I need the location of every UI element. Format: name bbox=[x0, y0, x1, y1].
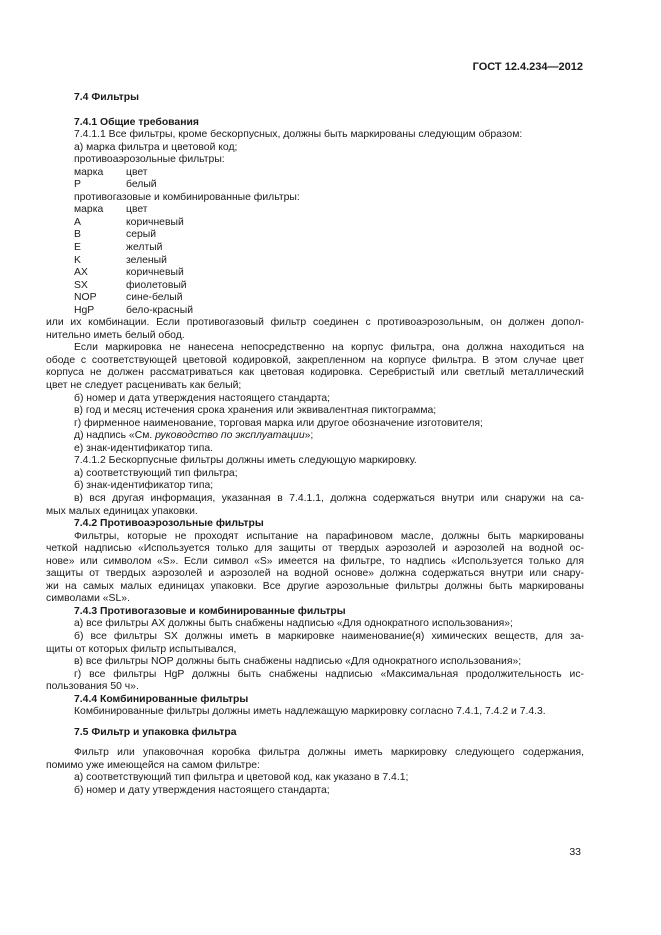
item-a: а) все фильтры AX должны быть снабжены надписью «Для однократного использования»; bbox=[74, 618, 513, 630]
paragraph-line: г) все фильтры HgP должны быть снабжены надписью «Максимальная продолжительность ис- bbox=[74, 668, 584, 680]
page-number: 33 bbox=[569, 846, 581, 858]
page-content bbox=[46, 92, 584, 798]
item-b: б) номер и дата утверждения настоящего стандарта; bbox=[74, 392, 331, 404]
gas-table-header: марка цвет bbox=[74, 204, 148, 216]
gas-table-row: NOP сине-белый bbox=[74, 292, 183, 304]
paragraph-line: Комбинированные фильтры должны иметь надлежащую маркировку согласно 7.4.1, 7.4.2 и 7.4.3. bbox=[74, 706, 546, 718]
aerosol-table-header: марка цвет bbox=[74, 166, 148, 178]
gas-table-row: SX фиолетовый bbox=[74, 279, 187, 291]
paragraph-line: четкой надписью «Используется только для защиты от твердых аэрозолей и аэрозолей на водной ос- bbox=[46, 543, 584, 555]
item-v: в) год и месяц истечения срока хранения или эквивалентная пиктограмма; bbox=[74, 405, 437, 417]
section-7-5-title: 7.5 Фильтр и упаковка фильтра bbox=[74, 726, 237, 738]
paragraph-line: цвет не следует расценивать как белый; bbox=[46, 380, 242, 392]
paragraph-line: нове» или символом «S». Если символ «S» имеется на фильтре, то надпись «Используется только для bbox=[46, 555, 584, 567]
item-a: а) марка фильтра и цветовой код; bbox=[74, 141, 238, 153]
section-7-4-title: 7.4 Фильтры bbox=[74, 92, 139, 103]
gas-table-row: A коричневый bbox=[74, 216, 184, 228]
paragraph-line: нительно иметь белый обод. bbox=[46, 329, 185, 341]
paragraph-line: корпуса не должен рассматриваться как цветовая кодировка. Серебристый или светлый металлический bbox=[46, 367, 584, 379]
clause-7-4-1-1-intro: 7.4.1.1 Все фильтры, кроме бескорпусных, должны быть маркированы следующим образом: bbox=[74, 129, 523, 141]
item-a: а) соответствующий тип фильтра; bbox=[74, 467, 238, 479]
paragraph-line: помимо уже имеющейся на самом фильтре: bbox=[46, 759, 260, 771]
clause-7-4-1-2-intro: 7.4.1.2 Бескорпусные фильтры должны иметь следующую маркировку. bbox=[74, 455, 417, 467]
item-v: в) все фильтры NOP должны быть снабжены надписью «Для однократного использования»; bbox=[74, 656, 522, 668]
section-7-4-4-title: 7.4.4 Комбинированные фильтры bbox=[74, 693, 249, 705]
gas-table-row: AX коричневый bbox=[74, 267, 184, 279]
aerosol-filters-label: противоаэрозольные фильтры: bbox=[74, 154, 225, 166]
gas-table-row: E желтый bbox=[74, 242, 163, 254]
gas-table-row: B серый bbox=[74, 229, 157, 241]
aerosol-table-row: P белый bbox=[74, 179, 157, 191]
document-header: ГОСТ 12.4.234—2012 bbox=[472, 61, 583, 73]
item-g: г) фирменное наименование, торговая марка или другое обозначение изготовителя; bbox=[74, 417, 483, 429]
paragraph-line: в) вся другая информация, указанная в 7.4.1.1, должна содержаться внутри или снаружи на са- bbox=[74, 492, 584, 504]
paragraph-line: Если маркировка не нанесена непосредственно на корпус фильтра, она должна находиться на bbox=[74, 342, 584, 354]
paragraph-line: жи на самых малых единицах упаковки. Все другие аэрозольные фильтры должны быть маркированы bbox=[46, 580, 584, 592]
item-d: д) надпись «См. руководство по эксплуатации»; bbox=[74, 430, 314, 442]
paragraph-line: защиты от твердых аэрозолей и аэрозолей на водной основе» должна содержаться внутри или снару- bbox=[46, 568, 584, 580]
paragraph-line: или их комбинации. Если противогазовый фильтр соединен с противоаэрозольным, он должен допол- bbox=[46, 317, 584, 329]
paragraph-line: Фильтры, которые не проходят испытание на парафиновом масле, должны быть маркированы bbox=[74, 530, 584, 542]
item-b: б) номер и дату утверждения настоящего стандарта; bbox=[74, 784, 330, 796]
paragraph-line: пользования 50 ч». bbox=[46, 681, 139, 693]
paragraph-line: щиты от которых фильтр испытывался, bbox=[46, 643, 237, 655]
gas-filters-label: противогазовые и комбинированные фильтры: bbox=[74, 191, 300, 203]
item-b: б) знак-идентификатор типа; bbox=[74, 480, 214, 492]
section-7-4-2-title: 7.4.2 Противоаэрозольные фильтры bbox=[74, 518, 264, 530]
item-a: а) соответствующий тип фильтра и цветовой код, как указано в 7.4.1; bbox=[74, 772, 409, 784]
section-7-4-3-title: 7.4.3 Противогазовые и комбинированные фильтры bbox=[74, 605, 346, 617]
section-7-4-1-title: 7.4.1 Общие требования bbox=[74, 116, 199, 128]
paragraph-line: ободе с соответствующей цветовой кодировкой, закрепленном на корпусе фильтра. В этом случае цвет bbox=[46, 354, 584, 366]
paragraph-line: мых малых единицах упаковки. bbox=[46, 505, 198, 517]
gas-table-row: HgP бело-красный bbox=[74, 304, 193, 316]
paragraph-line: символами «SL». bbox=[46, 593, 130, 605]
paragraph-line: Фильтр или упаковочная коробка фильтра должны иметь маркировку следующего содержания, bbox=[74, 747, 584, 759]
item-e: е) знак-идентификатор типа. bbox=[74, 442, 213, 454]
gas-table-row: K зеленый bbox=[74, 254, 167, 266]
paragraph-line: б) все фильтры SX должны иметь в маркировке наименование(я) химических веществ, для за- bbox=[74, 630, 584, 642]
